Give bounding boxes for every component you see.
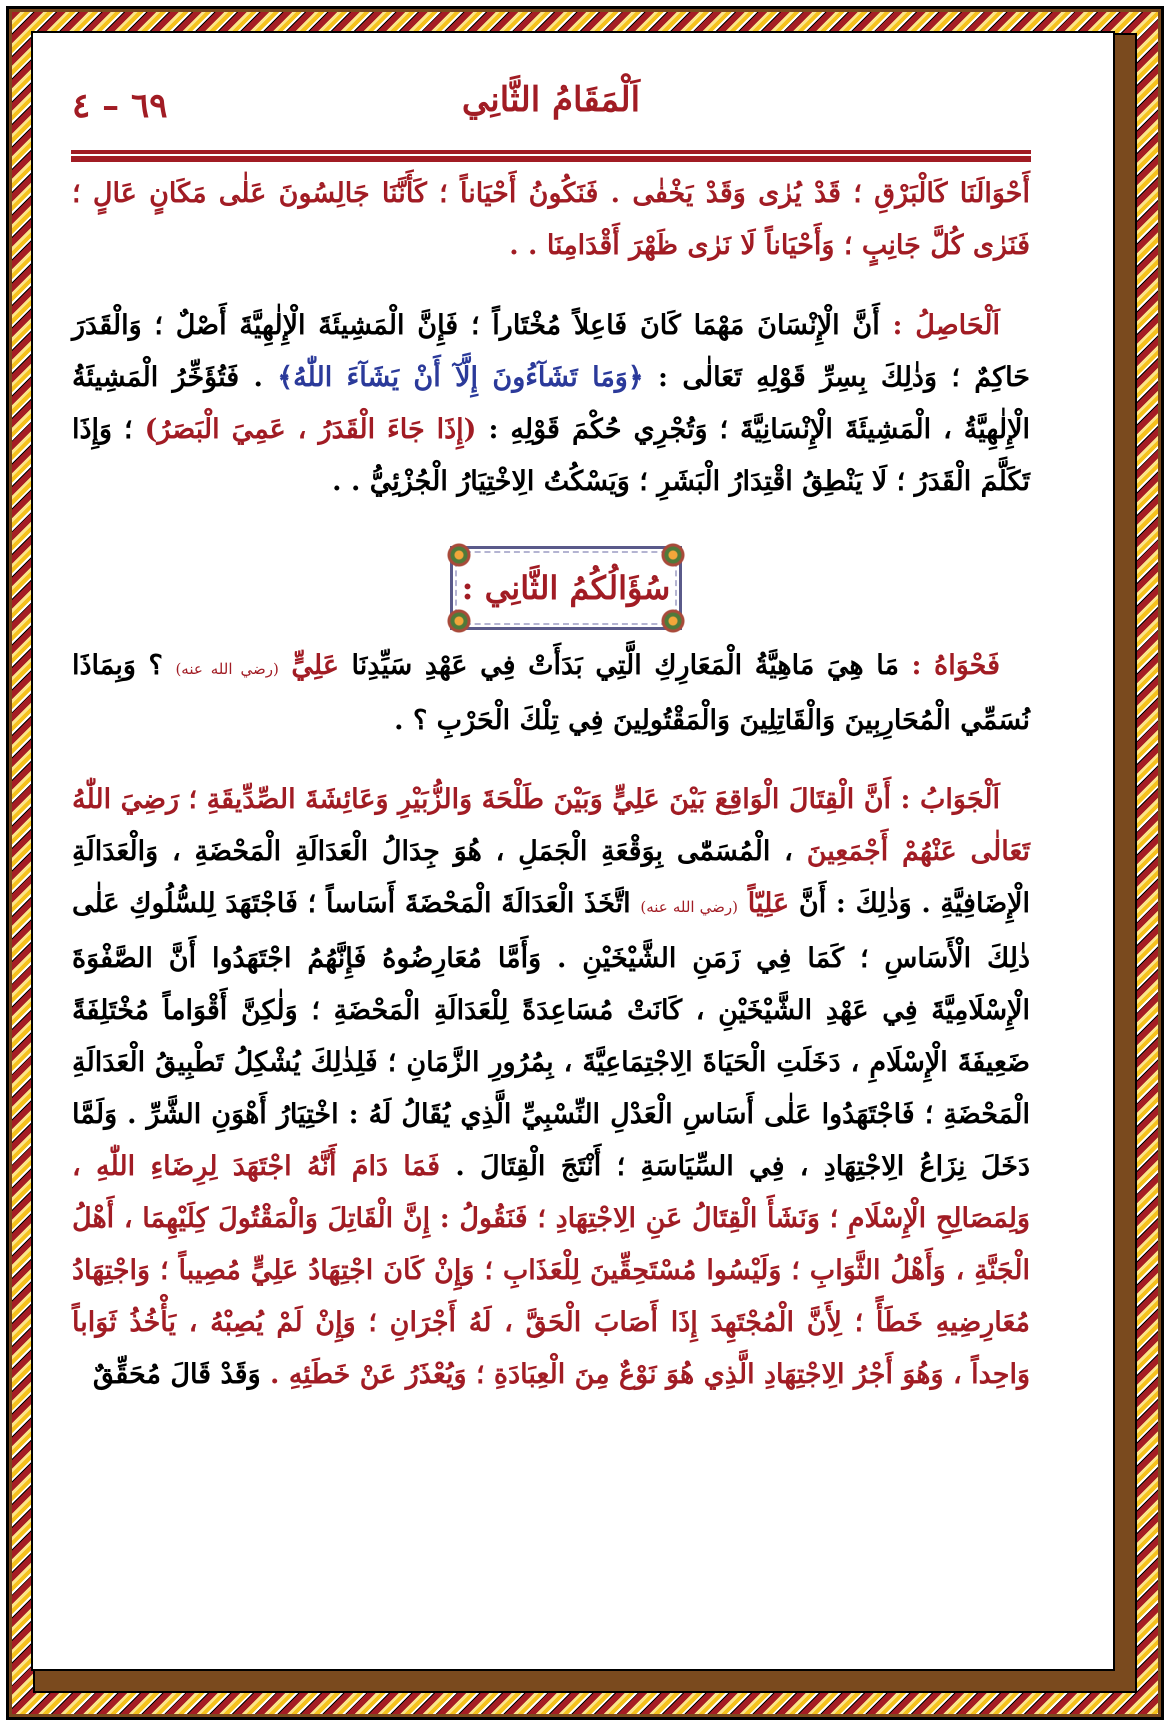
answer-text-2: اتَّخَذَ الْعَدَالَةَ الْمَحْضَةَ أَسَاساً ؛ فَاجْتَهَدَ لِلسُّلُوكِ عَلٰى ذٰلِكَ الْأَسَاسِ ؛ كَمَا فِي زَمَنِ الشَّيْخَيْنِ . وَأَمَّا مُعَارِضُوهُ فَإِنَّهُمُ اجْتَهَدُوا أَنَّ الصَّفْوَةَ الْإِسْلَامِيَّةَ فِي عَهْدِ الشَّيْخَيْنِ ، كَانَتْ مُسَاعِدَةً لِلْعَدَالَةِ الْمَحْضَةِ ؛ وَلٰكِنَّ أَقْوَاماً مُخْتَلِفَةً ضَعِيفَةَ الْإِسْلَامِ ، دَخَلَتِ الْحَيَاةَ الِاجْتِمَاعِيَّةَ ، بِمُرُورِ الزَّمَانِ ؛ فَلِذٰلِكَ يُشْكِلُ تَطْبِيقُ الْعَدَالَةِ الْمَحْضَةِ ؛ فَاجْتَهَدُوا عَلٰى أَسَاسِ الْعَدْلِ النِّسْبِيِّ الَّذِي يُقَالُ لَهُ : اخْتِيَارُ أَهْوَنِ الشَّرِّ . وَلَمَّا دَخَلَ نِزَاعُ الِاجْتِهَادِ ، فِي السِّيَاسَةِ ؛ أَنْتَجَ الْقِتَالَ . xyxy=(72,888,1030,1182)
question-text-2: ؟ وَبِمَاذَا نُسَمِّي الْمُحَارِبِينَ وَالْقَاتِلِينَ وَالْمَقْتُولِينَ فِي تِلْكَ الْحَرْبِ ؟ . xyxy=(72,650,1030,736)
answer-text-1: ، الْمُسَمّٰى بِوَقْعَةِ الْجَمَلِ ، هُوَ جِدَالُ الْعَدَالَةِ الْمَحْضَةِ ، وَالْعَدَالَةِ الْإِضَافِيَّةِ . وَذٰلِكَ : أَنَّ xyxy=(72,836,1031,919)
intro-paragraph xyxy=(72,168,1030,272)
answer-label: اَلْجَوَابُ : xyxy=(900,784,1000,815)
honorific-icon: (رضي الله عنه) xyxy=(640,898,738,916)
question-text-1: مَا هِيَ مَاهِيَّةُ الْمَعَارِكِ الَّتِي بَدَأَتْ فِي عَهْدِ سَيِّدِنَا xyxy=(351,650,899,681)
question-label: فَحْوَاهُ : xyxy=(911,650,1000,681)
answer-text-3: وَقَدْ قَالَ مُحَقِّقٌ xyxy=(92,1359,261,1390)
page-header xyxy=(72,78,1030,138)
ornament-corner-icon xyxy=(447,609,471,633)
summary-label: اَلْحَاصِلُ : xyxy=(892,310,1001,341)
answer-paragraph xyxy=(72,774,1030,1401)
quran-verse: ﴿وَمَا تَشَآءُونَ إِلَّآ أَنْ يَشَآءَ اللّٰهُ﴾ xyxy=(277,362,644,393)
summary-paragraph xyxy=(72,300,1030,508)
summary-text-1: أَنَّ الْإِنْسَانَ مَهْمَا كَانَ فَاعِلاً مُخْتَاراً ؛ فَإِنَّ الْمَشِيئَةَ الْإِلٰهِيَّةَ أَصْلٌ ؛ وَالْقَدَرَ حَاكِمٌ ؛ وَذٰلِكَ بِسِرِّ قَوْلِهِ تَعَالٰى : xyxy=(72,310,1031,393)
answer-red-1: أَنَّ الْقِتَالَ الْوَاقِعَ بَيْنَ عَلِيٍّ وَبَيْنَ طَلْحَةَ وَالزُّبَيْرِ وَعَائِشَةَ الصِّدِّيقَةِ ؛ رَضِيَ اللّٰهُ تَعَالٰى عَنْهُمْ أَجْمَعِينَ xyxy=(72,784,1031,867)
intro-line-2: فَنَرٰى كُلَّ جَانِبٍ ؛ وَأَحْيَاناً لَا نَرٰى ظَهْرَ أَقْدَامِنَا . . xyxy=(509,230,1030,261)
header-divider-thin xyxy=(71,150,1031,154)
summary-text-2: . فَتُؤَخِّرُ الْمَشِيئَةُ الْإِلٰهِيَّةُ ، الْمَشِيئَةَ الْإِنْسَانِيَّةَ ؛ وَتُجْرِي حُكْمَ قَوْلِهِ : xyxy=(72,362,1030,445)
answer-red-2: فَمَا دَامَ أَنَّهُ اجْتَهَدَ لِرِضَاءِ اللّٰهِ ، وَلِمَصَالِحِ الْإِسْلَامِ ؛ وَنَشَأَ الْقِتَالُ عَنِ الِاجْتِهَادِ ؛ فَنَقُولُ : إِنَّ الْقَاتِلَ وَالْمَقْتُولَ كِلَيْهِمَا ، أَهْلُ الْجَنَّةِ ، وَأَهْلُ الثَّوَابِ ؛ وَلَيْسُوا مُسْتَحِقِّينَ لِلْعَذَابِ ؛ وَإِنْ كَانَ اجْتِهَادُ عَلِيٍّ مُصِيباً ؛ وَاجْتِهَادُ مُعَارِضِيهِ خَطَأً ؛ لِأَنَّ الْمُجْتَهِدَ إِذَا أَصَابَ الْحَقَّ ، لَهُ أَجْرَانِ ؛ وَإِنْ لَمْ يُصِبْهُ ، يَأْخُذُ ثَوَاباً وَاحِداً ، وَهُوَ أَجْرُ الِاجْتِهَادِ الَّذِي هُوَ نَوْعٌ مِنَ الْعِبَادَةِ ؛ وَيُعْذَرُ عَنْ خَطَئِهِ . xyxy=(72,1151,1030,1390)
question-paragraph xyxy=(72,640,1030,747)
running-title: اَلْمَقَامُ الثَّانِي xyxy=(461,80,641,120)
page-number: ٦٩ – ٤ xyxy=(72,86,168,126)
summary-text-3: ؛ وَإِذَا تَكَلَّمَ الْقَدَرُ ؛ لَا يَنْطِقُ اقْتِدَارُ الْبَشَرِ ؛ وَيَسْكُتُ الِاخْتِيَارُ الْجُزْئِيُّ . . xyxy=(72,414,1030,497)
header-divider-thick xyxy=(71,156,1031,162)
honorific-icon: (رضي الله عنه) xyxy=(175,660,279,678)
ornament-corner-icon xyxy=(661,609,685,633)
ornament-corner-icon xyxy=(661,543,685,567)
section-heading-box xyxy=(450,546,682,630)
section-title: سُؤَالُكُمُ الثَّانِي : xyxy=(461,569,671,607)
name-ali-2: عَلِيّاً xyxy=(747,888,790,919)
name-ali: عَلِيٍّ xyxy=(291,650,339,681)
hadith-quote: (إِذَا جَاءَ الْقَدَرُ ، عَمِيَ الْبَصَرُ) xyxy=(144,414,477,445)
ornament-corner-icon xyxy=(447,543,471,567)
intro-line-1: أَحْوَالَنَا كَالْبَرْقِ ؛ قَدْ يُرٰى وَقَدْ يَخْفٰى . فَنَكُونُ أَحْيَاناً ؛ كَأَنَّنَا جَالِسُونَ عَلٰى مَكَانٍ عَالٍ ؛ xyxy=(72,178,1030,209)
